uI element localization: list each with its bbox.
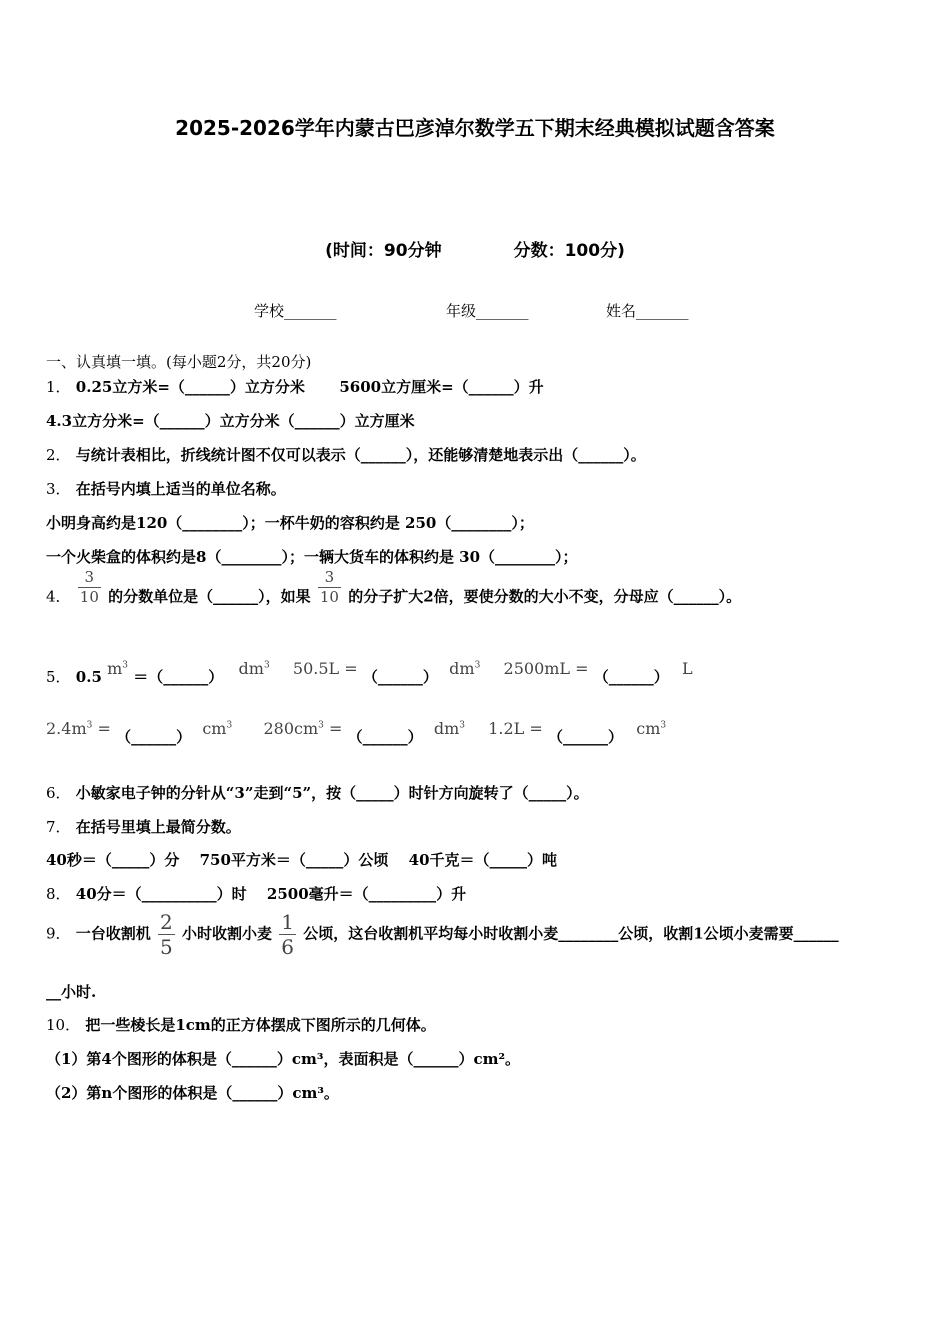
question-6	[46, 782, 589, 803]
question-2	[46, 444, 646, 465]
question-5-row-2	[46, 719, 667, 747]
unit-dm3: $dm^3$	[238, 659, 270, 678]
q5-blank-1: ＝（______）	[133, 668, 224, 686]
fraction-1-6: $\frac{1}{6}$	[281, 910, 294, 959]
exam-subtitle	[0, 236, 950, 261]
q9-text-1: 一台收割机	[75, 924, 151, 943]
question-number: 5．	[46, 668, 71, 686]
q1-part-c: 4.3立方分米=（______）立方分米（______）立方厘米	[46, 412, 415, 430]
question-number: 1．	[46, 378, 71, 396]
q4-text-1: 的分数单位是（______），如果	[108, 587, 311, 606]
score-label: 分数：100分)	[513, 241, 625, 261]
unit-m3: $m^3$	[107, 659, 129, 678]
q5-blank-4: （______）	[116, 728, 192, 746]
q10-part-2: （2）第n个图形的体积是（______）cm³。	[46, 1084, 339, 1102]
unit-dm3: $dm^3$	[449, 659, 481, 678]
q5-blank-5: （______）	[347, 728, 423, 746]
q5-blank-6: （______）	[548, 728, 624, 746]
time-label: (时间：90分钟	[325, 241, 442, 261]
question-text: 小敏家电子钟的分针从“3”走到“5”，按（_____）时针方向旋转了（_____）。	[75, 784, 589, 802]
question-number: 7．	[46, 818, 71, 836]
question-text: 与统计表相比，折线统计图不仅可以表示（______），还能够清楚地表示出（______）。	[75, 446, 646, 464]
q5-value-2: 50.5L =	[292, 659, 358, 678]
question-5-row-1	[46, 659, 693, 687]
question-number: 8．	[46, 885, 71, 903]
q5-blank-2: （______）	[362, 668, 438, 686]
fraction-2-5: $\frac{2}{5}$	[160, 910, 173, 959]
question-4	[46, 568, 742, 615]
question-text: 40分＝（__________）时 2500毫升＝（_________）升	[75, 885, 467, 903]
q3-line-2: 一个火柴盒的体积约是8（________）；一辆大货车的体积约是 30（________）；	[46, 548, 578, 566]
unit-dm3: $dm^3$	[433, 719, 465, 738]
q4-text-2: 的分子扩大2倍，要使分数的大小不变，分母应（______）。	[348, 587, 742, 606]
page-title: 2025-2026学年内蒙古巴彦淖尔数学五下期末经典模拟试题含答案	[175, 116, 775, 140]
unit-L: L	[682, 659, 693, 678]
question-8	[46, 883, 466, 904]
fraction-3-10: $\frac{3}{10}$	[319, 568, 339, 606]
q5-blank-3: （______）	[593, 668, 669, 686]
q10-part-1: （1）第4个图形的体积是（______）cm³，表面积是（______）cm²。	[46, 1050, 521, 1068]
q5-value-3: 2500mL =	[503, 659, 589, 678]
question-1	[46, 376, 544, 397]
section-heading: 一、认真填一填。(每小题2分，共20分)	[46, 353, 312, 371]
question-number: 9．	[46, 924, 71, 943]
q1-part-a: 0.25立方米=（______）立方分米	[75, 378, 305, 396]
grade-field: 年级_______	[446, 302, 529, 320]
question-number: 3．	[46, 480, 71, 498]
fraction-3-10: $\frac{3}{10}$	[79, 568, 99, 606]
q7-line-1: 40秒＝（_____）分 750平方米＝（_____）公顷 40千克＝（_____）吨	[46, 851, 558, 869]
q5-value-6: 1.2L =	[488, 719, 543, 738]
q3-line-1: 小明身高约是120（________）；一杯牛奶的容积约是 250（________）；	[46, 514, 534, 532]
school-field: 学校_______	[254, 302, 337, 320]
unit-cm3: $cm^3$	[202, 719, 233, 738]
question-9	[46, 912, 839, 957]
q9-text-2: 小时收割小麦	[182, 924, 273, 943]
question-text: 把一些棱长是1cm的正方体摆成下图所示的几何体。	[85, 1016, 436, 1034]
question-3	[46, 478, 286, 499]
q1-part-b: 5600立方厘米=（______）升	[339, 378, 544, 396]
question-10	[46, 1014, 436, 1035]
question-text: 在括号里填上最简分数。	[75, 818, 241, 836]
question-number: 10．	[46, 1016, 81, 1034]
question-number: 4．	[46, 587, 71, 606]
question-text: 在括号内填上适当的单位名称。	[75, 480, 286, 498]
q5-value-5: $280cm^3$ =	[263, 719, 343, 738]
name-field: 姓名_______	[606, 302, 689, 320]
question-number: 2．	[46, 446, 71, 464]
q5-value: 0.5	[75, 668, 102, 686]
question-7	[46, 816, 241, 837]
q5-value-4: $2.4m^3$ =	[46, 719, 111, 738]
question-number: 6．	[46, 784, 71, 802]
q9-text-3: 公顷，这台收割机平均每小时收割小麦________公顷，收割1公顷小麦需要______	[303, 924, 839, 943]
unit-cm3: $cm^3$	[636, 719, 667, 738]
q9-text-4: __小时.	[46, 983, 97, 1001]
